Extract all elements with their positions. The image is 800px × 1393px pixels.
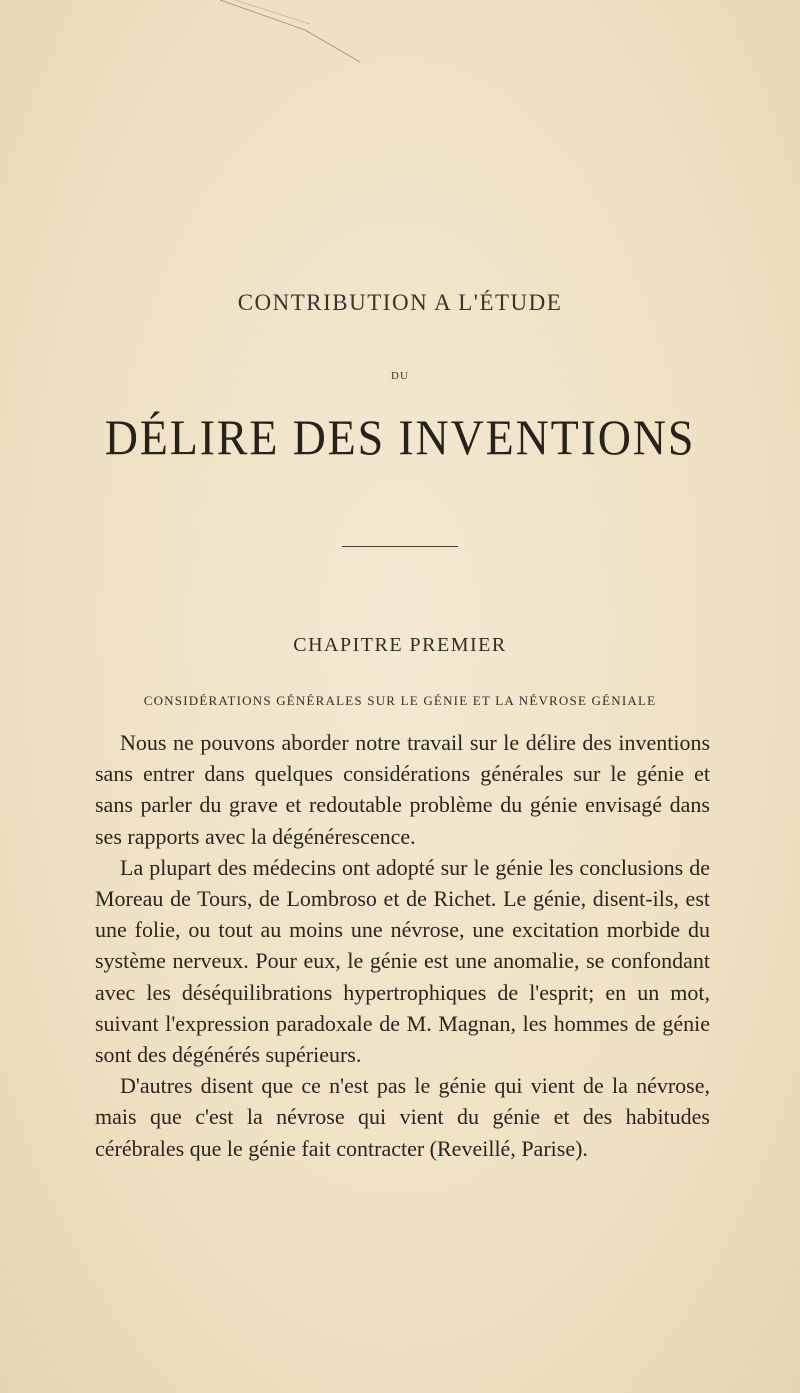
chapter-heading: CHAPITRE PREMIER xyxy=(293,634,507,656)
chapter-subtitle: CONSIDÉRATIONS GÉNÉRALES SUR LE GÉNIE ET LA NÉVROSE GÉNIALE xyxy=(143,693,657,708)
paper-fold-mark xyxy=(215,0,375,70)
paragraph: La plupart des médecins ont adopté sur le génie les conclusions de Moreau de Tours, de Lombroso et de Richet. Le génie, disent-ils, est une folie, ou tout au moins une névrose, une excitation morbide du système nerveux. Pour eux, le génie est une anomalie, se confondant avec les déséquilibrations hypertrophiques de l'esprit; en un mot, suivant l'expression paradoxale de M. Magnan, les hommes de génie sont des dégénérés supérieurs. xyxy=(95,854,710,1068)
title-divider xyxy=(342,546,458,547)
pre-title: CONTRIBUTION A L'ÉTUDE xyxy=(237,290,563,315)
paragraph: Nous ne pouvons aborder notre travail sur le délire des inventions sans entrer dans quelques considérations générales sur le génie et sans parler du grave et redoutable problème du génie envisagé dans ses rapports avec la dégénérescence. xyxy=(95,730,710,849)
title-connector: DU xyxy=(391,370,409,382)
paragraph: D'autres disent que ce n'est pas le génie qui vient de la névrose, mais que c'est la névrose qui vient du génie et des habitudes cérébrales que le génie fait contracter (Reveillé, Parise). xyxy=(95,1073,710,1161)
body-text xyxy=(95,727,710,1164)
page-title: DÉLIRE DES INVENTIONS xyxy=(104,409,696,465)
